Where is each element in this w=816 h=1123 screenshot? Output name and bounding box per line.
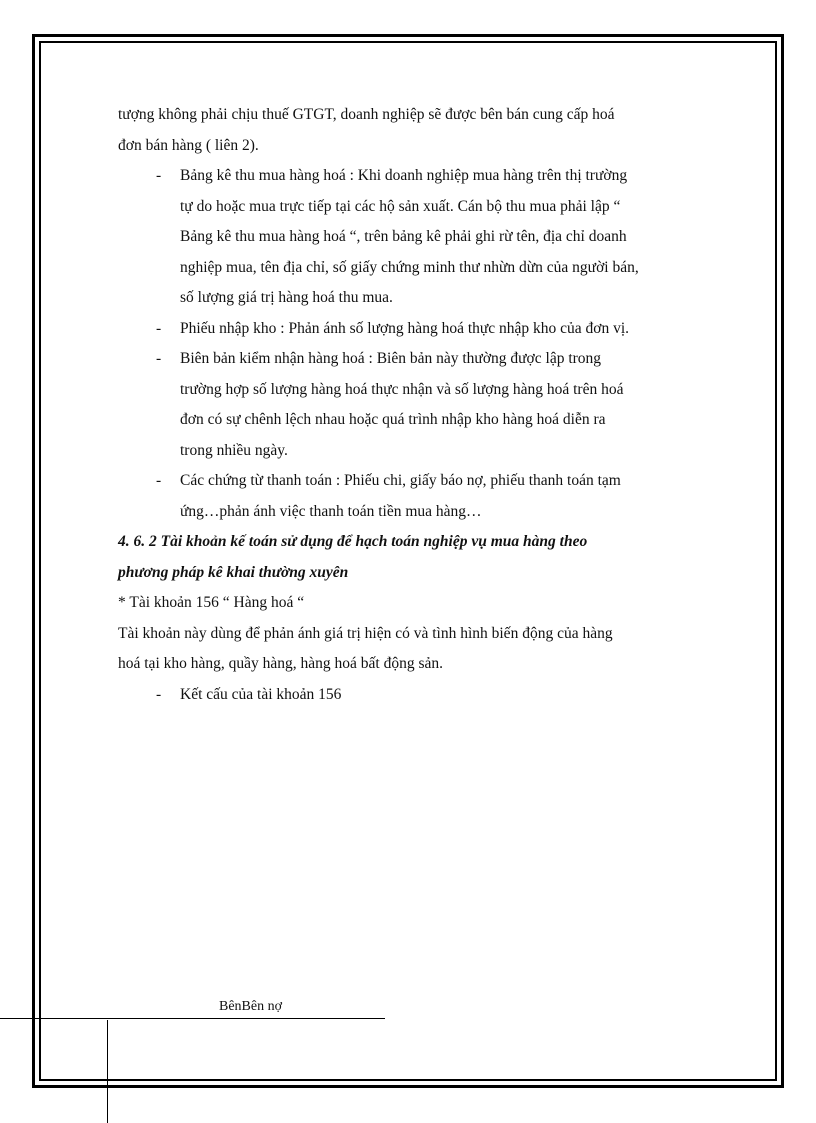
bullet-dash: -	[156, 319, 162, 337]
bullet-dash: -	[156, 167, 162, 184]
list-item-inspection-record	[118, 344, 698, 466]
list-item-receipt-slip	[118, 314, 698, 345]
list-item-line: Bảng kê thu mua hàng hoá : Khi doanh nghiệp mua hàng trên thị trường	[180, 167, 628, 184]
account-description-line-1: Tài khoản này dùng để phản ánh giá trị hiện có và tình hình biến động của hàng	[118, 624, 613, 642]
list-item-line: trong nhiều ngày.	[180, 441, 288, 459]
list-item-line: ứng…phản ánh việc thanh toán tiền mua hàng…	[180, 502, 482, 520]
list-item-account-structure	[118, 680, 698, 711]
list-item-line: số lượng giá trị hàng hoá thu mua.	[180, 289, 393, 306]
list-item-line: Kết cấu của tài khoản 156	[180, 685, 342, 703]
account-description-line-2: hoá tại kho hàng, quầy hàng, hàng hoá bất động sản.	[118, 655, 443, 672]
t-account-horizontal-line	[0, 1018, 385, 1019]
section-heading-line-2: phương pháp kê khai thường xuyên	[118, 563, 349, 581]
bullet-dash: -	[156, 472, 162, 489]
account-title: * Tài khoản 156 “ Hàng hoá “	[118, 594, 305, 611]
list-item-payment-documents	[118, 466, 698, 527]
list-item-line: Biên bản kiểm nhận hàng hoá : Biên bản này thường được lập trong	[180, 350, 602, 367]
intro-line-2: đơn bán hàng ( liên 2).	[118, 136, 259, 154]
list-item-line: đơn có sự chênh lệch nhau hoặc quá trình nhập kho hàng hoá diễn ra	[180, 411, 606, 428]
t-account-vertical-line	[107, 1020, 108, 1123]
list-item-line: Các chứng từ thanh toán : Phiếu chi, giấy báo nợ, phiếu thanh toán tạm	[180, 472, 621, 489]
list-item-line: trường hợp số lượng hàng hoá thực nhận và số lượng hàng hoá trên hoá	[180, 380, 624, 398]
bullet-dash: -	[156, 685, 162, 703]
list-item-line: nghiệp mua, tên địa chỉ, số giấy chứng minh thư nhừn dừn của người bán,	[180, 258, 639, 276]
list-item-line: Phiếu nhập kho : Phản ánh số lượng hàng hoá thực nhập kho của đơn vị.	[180, 319, 630, 337]
list-item-purchase-list	[118, 161, 698, 314]
section-heading-line-1: 4. 6. 2 Tài khoản kế toán sử dụng để hạch toán nghiệp vụ mua hàng theo	[118, 533, 588, 550]
document-body	[118, 100, 698, 710]
intro-line-1: tượng không phải chịu thuế GTGT, doanh nghiệp sẽ được bên bán cung cấp hoá	[118, 106, 615, 123]
list-item-line: Bảng kê thu mua hàng hoá “, trên bảng kê phải ghi rừ tên, địa chỉ doanh	[180, 228, 627, 245]
t-account-label: BênBên nợ	[219, 999, 283, 1014]
bullet-dash: -	[156, 350, 162, 367]
list-item-line: tự do hoặc mua trực tiếp tại các hộ sản xuất. Cán bộ thu mua phải lập “	[180, 197, 621, 215]
